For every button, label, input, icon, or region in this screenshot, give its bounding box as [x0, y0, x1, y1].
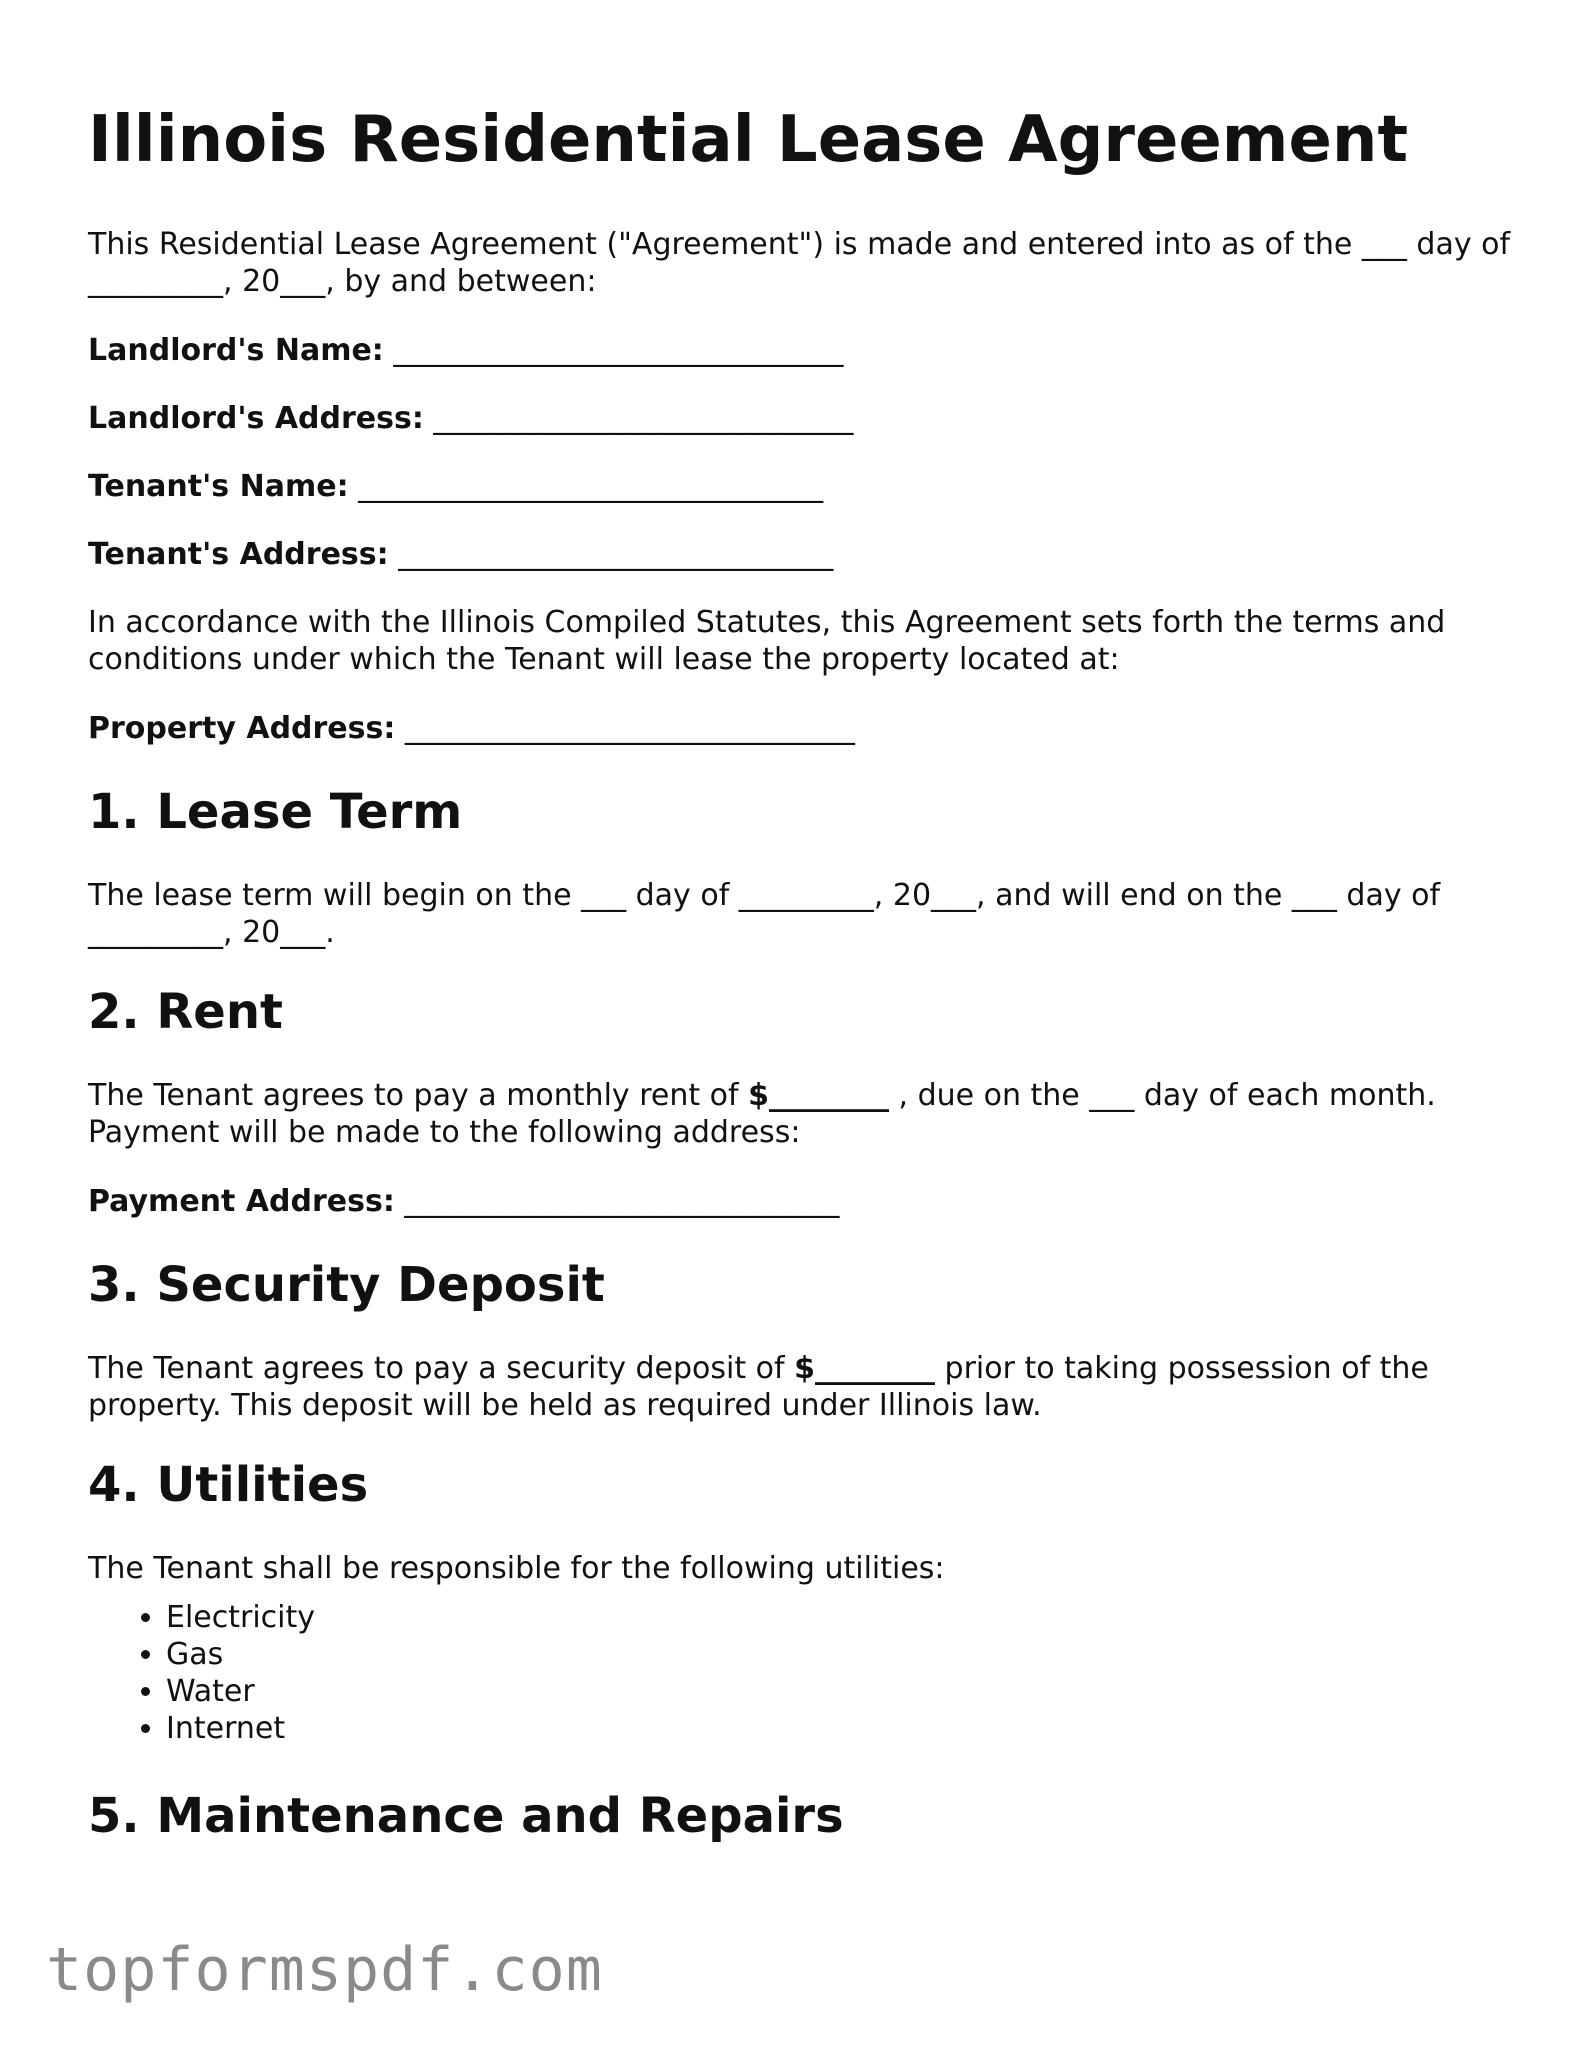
lease-term-heading: 1. Lease Term — [88, 784, 463, 840]
list-item: • Gas — [166, 1636, 1528, 1673]
tenant-address-field — [88, 536, 1528, 573]
landlord-address-blank[interactable]: ____________________________ — [433, 401, 854, 436]
document-title: Illinois Residential Lease Agreement — [88, 103, 1409, 177]
landlord-name-field — [88, 332, 1528, 369]
payment-address-blank[interactable]: _____________________________ — [404, 1184, 840, 1219]
property-address-blank[interactable]: ______________________________ — [404, 711, 855, 746]
rent-amount-blank[interactable]: $________ — [748, 1078, 889, 1113]
list-item: • Electricity — [166, 1599, 1528, 1636]
landlord-address-label: Landlord's Address: — [88, 401, 424, 436]
lease-term-paragraph: The lease term will begin on the ___ day of _________, 20___, and will end on the ___ day of _________, 20___. — [88, 878, 1441, 950]
tenant-address-label: Tenant's Address: — [88, 537, 389, 572]
intro-paragraph: This Residential Lease Agreement ("Agreement") is made and entered into as of the ___ day of _________, 20___, by and between: — [88, 227, 1511, 299]
rent-paragraph — [88, 1077, 1528, 1151]
payment-address-label: Payment Address: — [88, 1184, 395, 1219]
landlord-name-blank[interactable]: ______________________________ — [393, 333, 844, 368]
security-deposit-paragraph — [88, 1350, 1528, 1424]
property-address-field — [88, 710, 1528, 747]
utilities-list — [88, 1599, 1528, 1747]
list-item: • Internet — [166, 1710, 1528, 1747]
list-item: • Water — [166, 1673, 1528, 1710]
watermark-text: topformspdf.com — [46, 1935, 603, 2005]
document-page — [88, 100, 1528, 1881]
security-deposit-heading: 3. Security Deposit — [88, 1257, 605, 1313]
landlord-name-label: Landlord's Name: — [88, 333, 384, 368]
deposit-amount-blank[interactable]: $________ — [794, 1351, 936, 1386]
tenant-address-blank[interactable]: _____________________________ — [398, 537, 834, 572]
rent-heading: 2. Rent — [88, 984, 283, 1040]
statutes-paragraph: In accordance with the Illinois Compiled Statutes, this Agreement sets forth the terms and conditions under which the Tenant will lease the property located at: — [88, 605, 1446, 677]
rent-text-after: , due on the ___ day of each month. Payment will be made to the following address: — [88, 1078, 1436, 1150]
property-address-label: Property Address: — [88, 711, 396, 746]
rent-text-before: The Tenant agrees to pay a monthly rent of — [88, 1078, 749, 1113]
tenant-name-field — [88, 468, 1528, 505]
utilities-heading: 4. Utilities — [88, 1457, 369, 1513]
maintenance-heading: 5. Maintenance and Repairs — [88, 1788, 844, 1844]
deposit-text-before: The Tenant agrees to pay a security deposit of — [88, 1351, 795, 1386]
utilities-paragraph: The Tenant shall be responsible for the following utilities: — [88, 1551, 945, 1586]
deposit-text-after: prior to taking possession of the property. This deposit will be held as required under Illinois law. — [88, 1351, 1429, 1423]
tenant-name-blank[interactable]: _______________________________ — [358, 469, 824, 504]
payment-address-field — [88, 1183, 1528, 1220]
landlord-address-field — [88, 400, 1528, 437]
tenant-name-label: Tenant's Name: — [88, 469, 349, 504]
